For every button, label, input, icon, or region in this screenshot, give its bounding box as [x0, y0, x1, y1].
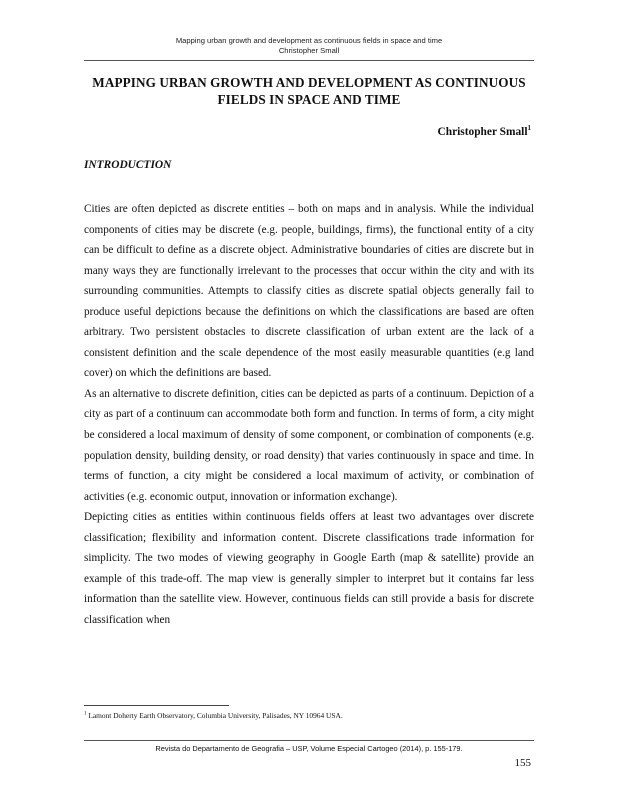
paper-title: [84, 74, 534, 108]
paragraph-1: Cities are often depicted as discrete entities – both on maps and in analysis. While the individual components of cities may be discrete (e.g. people, buildings, firms), the functional entity of a city can be difficult to define as a discrete object. Administrative boundaries of cities are discrete but in many ways they are functionally irrelevant to the processes that occur within the city and with its surrounding communities. Attempts to classify cities as discrete spatial objects generally fail to produce useful depictions because the definitions on which the classifications are based are often arbitrary. Two persistent obstacles to discrete classification of urban extent are the lack of a consistent definition and the scale dependence of the most easily measurable quantities (e.g land cover) on which the definitions are based.: [84, 203, 534, 380]
running-head-author: Christopher Small: [278, 46, 340, 55]
author-name: Christopher Small: [437, 126, 528, 138]
footnote-mark: 1: [84, 711, 87, 717]
paragraph-2: As an alternative to discrete definition, cities can be depicted as parts of a continuum. Depiction of a city as part of a continuum can accommodate both form and function. In terms of form, a city might be considered a local maximum of density of some component, or combination of components (e.g. population density, building density, or road density) that varies continuously in space and time. In terms of function, a city might be considered a local maximum of activity, or combination of activities (e.g. economic output, innovation or information exchange).: [84, 387, 534, 503]
paper-title-line-2: FIELDS IN SPACE AND TIME: [217, 92, 401, 107]
paper-title-line-1: MAPPING URBAN GROWTH AND DEVELOPMENT AS CONTINUOUS: [92, 75, 526, 90]
author-byline: [438, 125, 531, 139]
paragraph-3: Depicting cities as entities within continuous fields offers at least two advantages over discrete classification; flexibility and information content. Discrete classifications trade information for simplicity. The two modes of viewing geography in Google Earth (map & satellite) provide an example of this trade-off. The map view is generally simpler to interpret but it contains far less information than the satellite view. However, continuous fields can still provide a basis for discrete classification when: [84, 511, 534, 626]
running-head: [0, 36, 618, 56]
footnote-text: Lamont Doherty Earth Observatory, Columbia University, Palisades, NY 10964 USA.: [88, 711, 343, 720]
footnote-divider: [84, 705, 229, 706]
journal-footer: Revista do Departamento de Geografia – USP, Volume Especial Cartogeo (2014), p. 155-179.: [155, 744, 463, 753]
footer-divider: [84, 740, 534, 741]
page-number: 155: [514, 757, 531, 769]
running-head-title: Mapping urban growth and development as continuous fields in space and time: [175, 36, 443, 45]
header-divider: [84, 60, 534, 61]
body-text: [84, 199, 534, 630]
author-footnote-mark[interactable]: 1: [527, 124, 531, 133]
footnote: [84, 711, 534, 721]
section-heading-introduction: INTRODUCTION: [84, 159, 172, 171]
